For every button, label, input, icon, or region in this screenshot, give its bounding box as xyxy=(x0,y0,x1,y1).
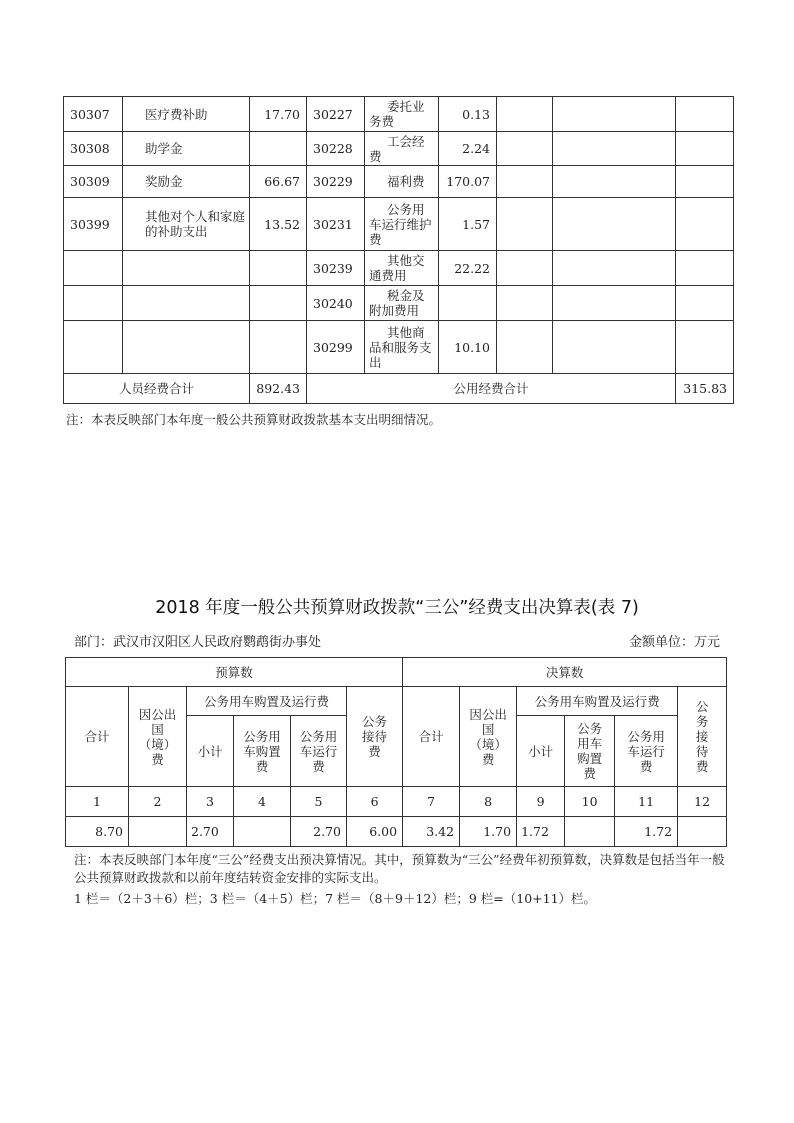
table-row xyxy=(64,321,734,374)
empty-cell xyxy=(497,198,553,251)
budget-subtotal-header: 小计 xyxy=(187,716,234,787)
empty-cell xyxy=(553,198,676,251)
empty-cell xyxy=(497,321,553,374)
empty-cell xyxy=(553,321,676,374)
final-abroad-header xyxy=(460,687,517,787)
budget-vehicle-run-header: 公务用车运行费 xyxy=(291,716,347,787)
empty-cell xyxy=(553,251,676,286)
table-row xyxy=(64,198,734,251)
personnel-item-name: 其他对个人和家庭的补助支出 xyxy=(123,198,250,251)
public-code: 30231 xyxy=(307,198,365,251)
values-row xyxy=(66,817,727,847)
personnel-item-name xyxy=(123,286,250,321)
column-value: 1.70 xyxy=(460,817,517,847)
personnel-amount xyxy=(250,132,307,166)
public-code: 30240 xyxy=(307,286,365,321)
personnel-code xyxy=(64,286,123,321)
personnel-item-name: 医疗费补助 xyxy=(123,97,250,132)
final-vehicle-purchase-header: 公务用车购置费 xyxy=(565,716,615,787)
table1-note: 注：本表反映部门本年度一般公共预算财政拨款基本支出明细情况。 xyxy=(66,412,442,427)
final-header: 决算数 xyxy=(403,658,727,687)
public-amount: 10.10 xyxy=(439,321,497,374)
budget-total-header: 合计 xyxy=(66,687,129,787)
personnel-item-name: 奖励金 xyxy=(123,166,250,198)
three-public-expenses-table xyxy=(65,657,727,847)
column-number: 4 xyxy=(234,787,291,817)
empty-cell xyxy=(676,321,734,374)
abroad-header-line: 费 xyxy=(481,751,495,767)
column-value: 6.00 xyxy=(347,817,403,847)
personnel-total-label: 人员经费合计 xyxy=(64,374,250,404)
empty-cell xyxy=(676,286,734,321)
column-value: 1.72 xyxy=(517,817,565,847)
personnel-code xyxy=(64,321,123,374)
public-code: 30239 xyxy=(307,251,365,286)
column-value: 2.70 xyxy=(187,817,234,847)
public-item-name: 其他交通费用 xyxy=(365,251,439,286)
personnel-code: 30399 xyxy=(64,198,123,251)
public-item-name: 税金及附加费用 xyxy=(365,286,439,321)
personnel-amount xyxy=(250,286,307,321)
final-total-header: 合计 xyxy=(403,687,460,787)
abroad-header-line: （境） xyxy=(469,736,507,752)
final-subtotal-header: 小计 xyxy=(517,716,565,787)
table-row xyxy=(64,97,734,132)
public-amount: 170.07 xyxy=(439,166,497,198)
column-value xyxy=(234,817,291,847)
abroad-header-line: （境） xyxy=(138,736,177,752)
empty-cell xyxy=(497,251,553,286)
unit-label: 金额单位：万元 xyxy=(628,635,720,650)
public-item-name: 公务用车运行维护费 xyxy=(365,198,439,251)
budget-header: 预算数 xyxy=(66,658,403,687)
personnel-code: 30309 xyxy=(64,166,123,198)
abroad-header-line: 因公出 xyxy=(469,706,507,722)
public-code: 30227 xyxy=(307,97,365,132)
empty-cell xyxy=(553,132,676,166)
empty-cell xyxy=(676,166,734,198)
public-total-value: 315.83 xyxy=(676,374,734,404)
abroad-header-line: 费 xyxy=(151,751,164,767)
empty-cell xyxy=(497,132,553,166)
empty-cell xyxy=(497,286,553,321)
totals-row xyxy=(64,374,734,404)
public-item-name: 其他商品和服务支出 xyxy=(365,321,439,374)
table-row xyxy=(64,132,734,166)
column-number: 1 xyxy=(66,787,129,817)
final-reception-header: 公务接待费 xyxy=(678,687,727,787)
personnel-amount: 13.52 xyxy=(250,198,307,251)
final-vehicle-run-header: 公务用车运行费 xyxy=(615,716,678,787)
column-number: 12 xyxy=(678,787,727,817)
personnel-item-name xyxy=(123,251,250,286)
empty-cell xyxy=(676,198,734,251)
personnel-amount: 66.67 xyxy=(250,166,307,198)
final-vehicle-group-header: 公务用车购置及运行费 xyxy=(517,687,678,716)
column-value: 8.70 xyxy=(66,817,129,847)
personnel-item-name: 助学金 xyxy=(123,132,250,166)
department-label: 部门：武汉市汉阳区人民政府鹦鹉街办事处 xyxy=(74,635,322,650)
public-item-name: 福利费 xyxy=(365,166,439,198)
column-number: 11 xyxy=(615,787,678,817)
table-row xyxy=(64,251,734,286)
personnel-amount xyxy=(250,251,307,286)
personnel-item-name xyxy=(123,321,250,374)
budget-vehicle-purchase-header: 公务用车购置费 xyxy=(234,716,291,787)
abroad-header-line: 国 xyxy=(481,721,495,737)
column-number: 10 xyxy=(565,787,615,817)
personnel-amount xyxy=(250,321,307,374)
column-number: 2 xyxy=(129,787,187,817)
abroad-header-line: 国 xyxy=(151,721,164,737)
empty-cell xyxy=(497,97,553,132)
public-code: 30229 xyxy=(307,166,365,198)
column-value xyxy=(129,817,187,847)
table2-title: 2018 年度一般公共预算财政拨款“三公”经费支出决算表(表 7) xyxy=(155,598,639,618)
column-number: 9 xyxy=(517,787,565,817)
public-amount: 1.57 xyxy=(439,198,497,251)
budget-vehicle-group-header: 公务用车购置及运行费 xyxy=(187,687,347,716)
public-amount xyxy=(439,286,497,321)
column-number: 3 xyxy=(187,787,234,817)
personnel-total-value: 892.43 xyxy=(250,374,307,404)
public-amount: 0.13 xyxy=(439,97,497,132)
column-number: 5 xyxy=(291,787,347,817)
empty-cell xyxy=(676,251,734,286)
column-value: 2.70 xyxy=(291,817,347,847)
public-amount: 22.22 xyxy=(439,251,497,286)
empty-cell xyxy=(676,132,734,166)
column-value xyxy=(565,817,615,847)
public-item-name: 委托业务费 xyxy=(365,97,439,132)
empty-cell xyxy=(676,97,734,132)
personnel-code xyxy=(64,251,123,286)
budget-reception-header: 公务接待费 xyxy=(347,687,403,787)
column-value: 1.72 xyxy=(615,817,678,847)
empty-cell xyxy=(553,286,676,321)
column-value xyxy=(678,817,727,847)
public-total-label: 公用经费合计 xyxy=(307,374,676,404)
table-row xyxy=(64,286,734,321)
public-item-name: 工会经费 xyxy=(365,132,439,166)
column-number-row xyxy=(66,787,727,817)
table2-formula: 1 栏＝（2＋3＋6）栏；3 栏＝（4＋5）栏；7 栏＝（8＋9＋12）栏；9 栏=（10+11）栏。 xyxy=(74,891,597,906)
column-number: 7 xyxy=(403,787,460,817)
personnel-code: 30308 xyxy=(64,132,123,166)
basic-expenditure-detail-table xyxy=(63,96,734,404)
personnel-code: 30307 xyxy=(64,97,123,132)
budget-abroad-header xyxy=(129,687,187,787)
column-value: 3.42 xyxy=(403,817,460,847)
personnel-amount: 17.70 xyxy=(250,97,307,132)
public-code: 30299 xyxy=(307,321,365,374)
public-amount: 2.24 xyxy=(439,132,497,166)
empty-cell xyxy=(553,166,676,198)
table2-note: 注：本表反映部门本年度“三公”经费支出预决算情况。其中，预算数为“三公”经费年初预算数，决算数是包括当年一般公共预算财政拨款和以前年度结转资金安排的实际支出。 xyxy=(74,852,725,885)
column-number: 8 xyxy=(460,787,517,817)
empty-cell xyxy=(497,166,553,198)
public-code: 30228 xyxy=(307,132,365,166)
table-row xyxy=(64,166,734,198)
abroad-header-line: 因公出 xyxy=(138,706,177,722)
empty-cell xyxy=(553,97,676,132)
column-number: 6 xyxy=(347,787,403,817)
